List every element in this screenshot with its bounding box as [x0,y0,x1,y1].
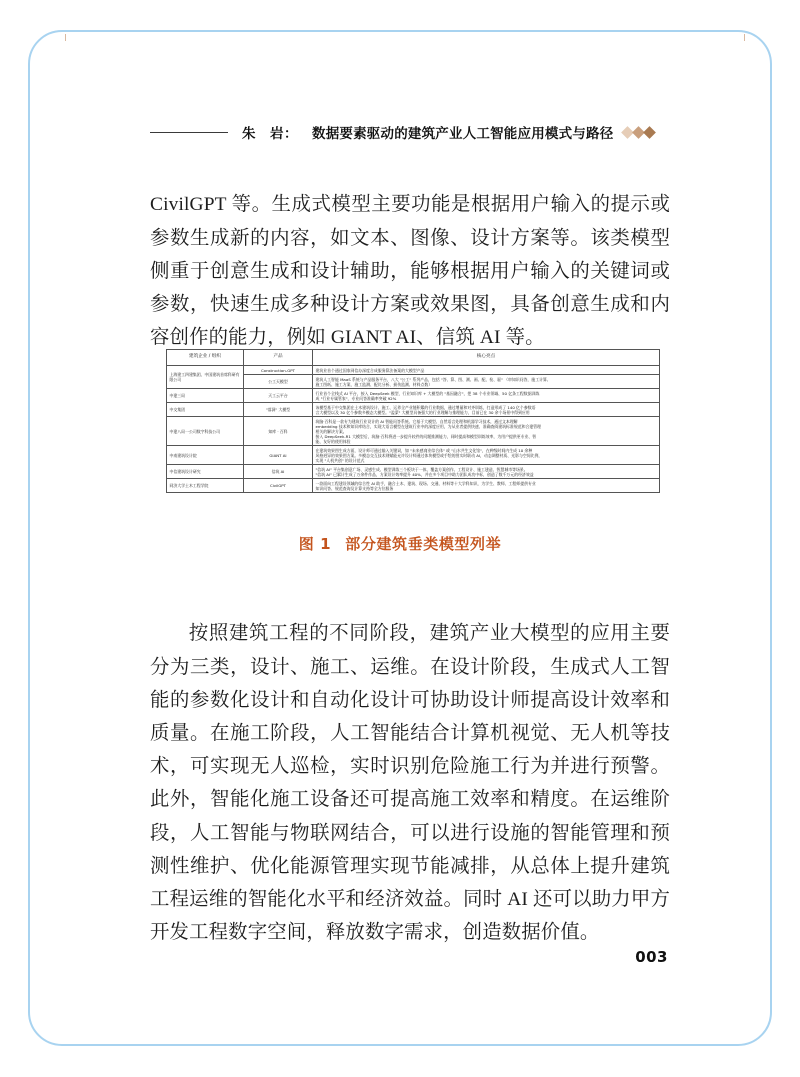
table-header-features: 核心亮点 [313,350,660,366]
table-cell-org: 中南建筑设计院 [167,446,244,465]
body-paragraph-2: 按照建筑工程的不同阶段，建筑产业大模型的应用主要分为三类，设计、施工、运维。在设计阶段，生成式人工智能的参数化设计和自动化设计可协助设计师提高设计效率和质量。在施工阶段，人工智能结合计算机视觉、无人机等技术，可实现无人巡检，实时识别危险施工行为并进行预警。此外，智能化施工设备还可提高施工效率和精度。在运维阶段，人工智能与物联网结合，可以进行设施的智能管理和预测性维护、优化能源管理实现节能减排，从总体上提升建筑工程运维的智能化水平和经济效益。同时 AI 还可以助力甲方开发工程数字空间，释放数字需求，创造数据价值。 [150,623,670,944]
table-cell-features [313,389,660,403]
table-cell-product: CivilGPT [244,479,313,493]
vertical-model-table [166,349,660,493]
table-cell-feature-line: 风格迥异的效果图方案。多模态交互技术则赋能允许设计师通过体块模型或手绘的图实时联动 AI，动态调整材质、光影与空间比例， [315,452,543,458]
table-cell-feature-line: 成 "行业专属管家"，专业问答准确率突破 92% [315,395,397,401]
table-cell-features [313,446,660,465]
table-cell-org: 中信建筑设计研究 [167,465,244,479]
table-cell-feature-line: 行业首个全栈式 AI 平台，接入 DeepSeek 模型，行业知识库 + 大模型的 "基因融合"，把 38 个专业领域、50 亿条工程数据训练 [315,390,540,396]
body-paragraph-1: CivilGPT 等。生成式模型主要功能是根据用户输入的提示或参数生成新的内容，如文本、图像、设计方案等。该类模型侧重于创意生成和设计辅助，能够根据用户输入的关键词或参数，快速生成多种设计方案或效果图，具备创意生成和内容创作的能力，例如 GIANT AI、信筑 AI 等。 [150,194,670,349]
diamond-icon-3 [644,126,657,139]
table-cell-features [313,479,660,493]
table-cell-feature-line: "信筑 AI" 平台集创意广场、灵感生成、模型训练三个板块于一体，覆盖方案创作、工程设计、施工建造、智慧城市等场景。 [315,466,528,472]
table-cell-feature-line: 施工图纸、施工方案、施工监测、配比分析、损伤监测、材料点数） [315,381,433,387]
table-cell-features [313,465,660,479]
table-row [167,417,660,446]
table-cell-feature-line: 筑脑·百科是一款专为建筑行业设计的 AI 智能问答系统。它基于大模型、自然语言处理和机器学习技术，通过文本理解 [315,418,518,424]
table-cell-feature-line: 在建筑效果图生成方面，设计师可通过输入关键词，如 "未来感商业综合体" 或 "山水共生文化馆"，在种级时间内生成 10 余种 [315,447,533,453]
running-head-author: 朱 岩： [242,126,298,142]
table-cell-product: Construction-GPT [244,366,313,375]
table-cell-product: 公工天模型 [244,375,313,389]
table-cell-feature-line: 一款面向工程建设领域的综合性 AI 助手，融合土木、建筑、现场、交通、材料等十大学科知识，为学生、教师、工程师提供专业 [315,480,536,486]
table-row [167,479,660,493]
table-cell-feature-line: 该模型基于中交集团在土木建筑设计、施工、运养全产业链积累的行业数据，通过增量和对齐训练，打造形成了 140 亿个参数语 [315,404,536,410]
running-head [150,118,670,146]
table-cell-feature-line: 接入 DeepSeek-R1 大模型后，筑脑·百科将进一步提升较件的问题推测能力，同时提高和模型训练效率，为用户提供更专业、智 [315,433,537,439]
table-cell-product: "落洞" 大模型 [244,403,313,417]
table-head [167,350,660,366]
table-cell-feature-line: 知识问答、规范查询及计算支持等全方位服务 [315,485,394,491]
table-cell-features [313,366,660,375]
table-cell-product: 天工云平台 [244,389,313,403]
running-head-rule [150,132,228,133]
table-row [167,366,660,375]
running-head-title: 数据要素驱动的建筑产业人工智能应用模式与路径 [312,126,614,142]
diamond-ornament-icon [623,128,654,137]
table-cell-org: 中建八局一公司数字科技公司 [167,417,244,446]
table-cell-features [313,417,660,446]
table-cell-product: GIANT AI [244,446,313,465]
figure-caption-text: 部分建筑垂类模型列举 [345,535,502,553]
table-header-product: 产品 [244,350,313,366]
table-cell-product: 信筑 AI [244,465,313,479]
table-row [167,403,660,417]
table-cell-feature-line: embedding 技术和知识库结合，实现大语言模型在建筑行业中的深度应用，为从业者提供快速、准确查阅建筑标准规范和合建管理 [315,423,542,429]
table-cell-org: 上海建工四建集团、中国建筑首席科研有限公司 [167,366,244,389]
table-body [167,366,660,493]
table-cell-feature-line: 能、友好的使用体验 [315,438,351,444]
table-cell-org: 中交集团 [167,403,244,417]
table-cell-feature-line: 建筑业首个通过国家网信办深度合成服务算法备案的大模型产品 [315,367,425,373]
table-cell-feature-line: 言大模型以及 30 亿个参数多模态大模型。"盈蒙" 大模型具备强大的行业理解与推理能力，目前已在 30 余个场景中得到应用 [315,409,530,415]
table-header-row [167,350,660,366]
table-row [167,465,660,479]
table-cell-feature-line: "信筑 AI" 已累计生成了万余件作品，方案设计效率提升 40%，并在多个项目中助力团队成功中标，创造了数千万元的经济效益 [315,471,534,477]
table-cell-features [313,375,660,389]
table-cell-org: 同济大学土木工程学院 [167,479,244,493]
table-cell-org: 中建三局 [167,389,244,403]
table-cell-features [313,403,660,417]
page-number: 003 [635,948,668,966]
figure-1-table-wrapper [166,349,644,493]
table-row [167,446,660,465]
table-cell-feature-line: 实现 "人机共创" 的设计范式 [315,457,365,463]
figure-number: 图 1 [298,535,332,553]
table-header-org: 建筑企业 / 组织 [167,350,244,366]
table-cell-feature-line: 建筑人工智能 MaaS 系统与产品服务平台，八大 "公工" 系列产品，包括 "答、算、图、测、画、配、检、驱" （审知识问答，施工计算、 [315,376,551,382]
table-cell-product: 知库 · 百科 [244,417,313,446]
table-cell-feature-line: 相关的解决方案。 [315,428,347,434]
figure-caption [0,533,800,554]
table-row [167,389,660,403]
